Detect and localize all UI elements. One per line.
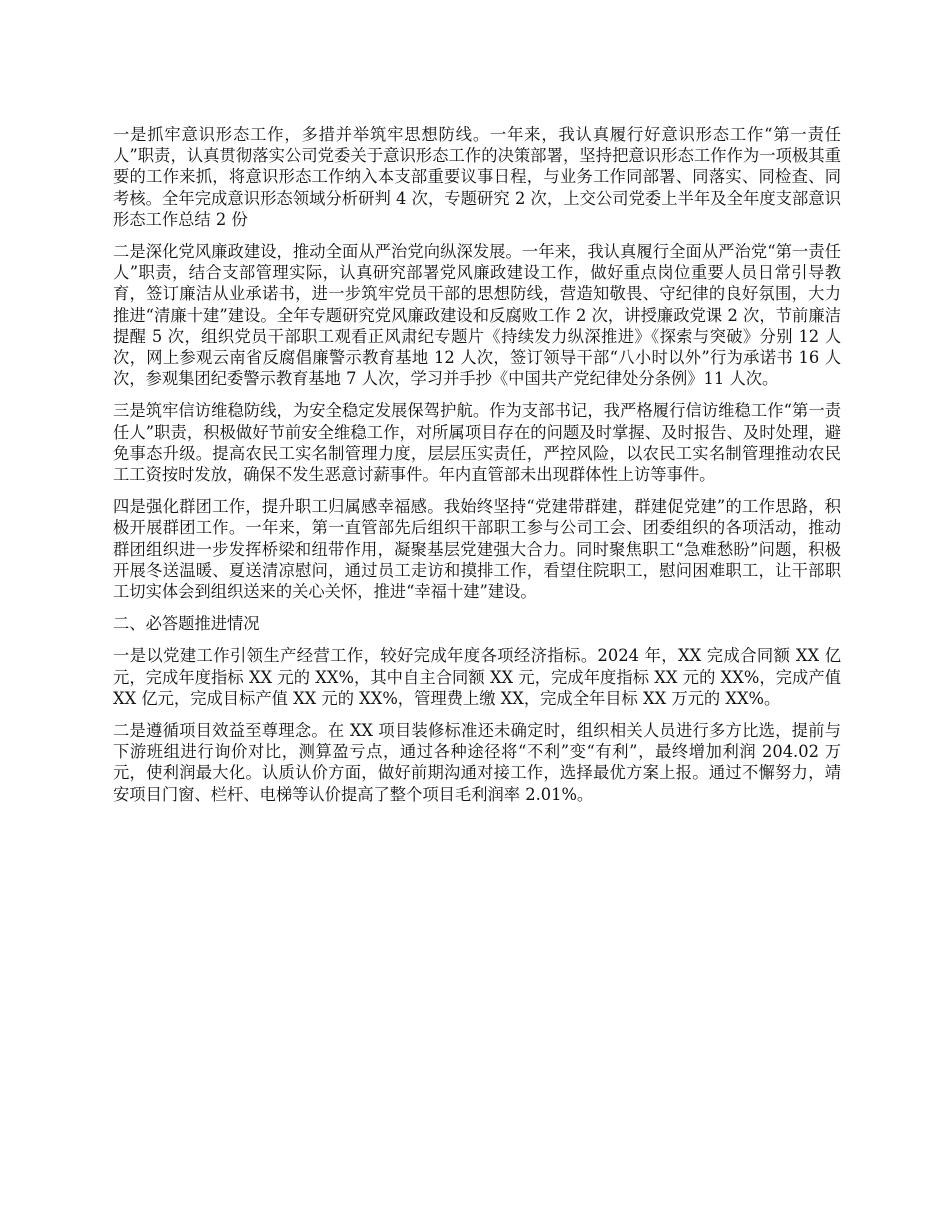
paragraph-stability: 三是筑牢信访维稳防线，为安全稳定发展保驾护航。作为支部书记，我严格履行信访维稳工作“第一责任人”职责，积极做好节前安全维稳工作，对所属项目存在的问题及时掌握、及时报告、及时处理，避免事态升级。提高农民工实名制管理力度，层层压实责任，严控风险，以农民工实名制管理推动农民工工资按时发放，确保不发生恶意讨薪事件。年内直管部未出现群体性上访等事件。: [113, 401, 841, 485]
document-body: [113, 124, 841, 816]
paragraph-mass-work: 四是强化群团工作，提升职工归属感幸福感。我始终坚持“党建带群建，群建促党建”的工作思路，积极开展群团工作。一年来，第一直管部先后组织干部职工参与公司工会、团委组织的各项活动，推动群团组织进一步发挥桥梁和纽带作用，凝聚基层党建强大合力。同时聚焦职工“急难愁盼”问题，积极开展冬送温暖、夏送清凉慰问，通过员工走访和摸排工作，看望住院职工，慰问困难职工，让干部职工切实体会到组织送来的关心关怀，推进“幸福十建”建设。: [113, 497, 841, 602]
paragraph-ideology: 一是抓牢意识形态工作，多措并举筑牢思想防线。一年来，我认真履行好意识形态工作“第一责任人”职责，认真贯彻落实公司党委关于意识形态工作的决策部署，坚持把意识形态工作作为一项极其重要的工作来抓，将意识形态工作纳入本支部重要议事日程，与业务工作同部署、同落实、同检查、同考核。全年完成意识形态领域分析研判 4 次，专题研究 2 次，上交公司党委上半年及全年度支部意识形态工作总结 2 份: [113, 125, 841, 229]
section-heading: 二、必答题推进情况: [113, 614, 260, 634]
paragraph-project-benefit: 二是遵循项目效益至尊理念。在 XX 项目装修标准还未确定时，组织相关人员进行多方比选，提前与下游班组进行询价对比，测算盈亏点，通过各种途径将“不利”变“有利”，最终增加利润 204.02 万元，使利润最大化。认质认价方面，做好前期沟通对接工作，选择最优方案上报。通过不懈努力，靖安项目门窗、栏杆、电梯等认价提高了整个项目毛利润率 2.01%。: [113, 721, 841, 804]
paragraph-integrity: 二是深化党风廉政建设，推动全面从严治党向纵深发展。一年来，我认真履行全面从严治党“第一责任人”职责，结合支部管理实际，认真研究部署党风廉政建设工作，做好重点岗位重要人员日常引导教育，签订廉洁从业承诺书，进一步筑牢党员干部的思想防线，营造知敬畏、守纪律的良好氛围，大力推进“清廉十建”建设。全年专题研究党风廉政建设和反腐败工作 2 次，讲授廉政党课 2 次，节前廉洁提醒 5 次，组织党员干部职工观看正风肃纪专题片《持续发力纵深推进》《探索与突破》分别 12 人次，网上参观云南省反腐倡廉警示教育基地 12 人次，签订领导干部“八小时以外”行为承诺书 16 人次，参观集团纪委警示教育基地 7 人次，学习并手抄《中国共产党纪律处分条例》11 人次。: [113, 242, 841, 389]
paragraph-economic-indicators: 一是以党建工作引领生产经营工作，较好完成年度各项经济指标。2024 年，XX 完成合同额 XX 亿元，完成年度指标 XX 元的 XX%，其中自主合同额 XX 元，完成年度指标 XX 元的 XX%，完成产值 XX 亿元，完成目标产值 XX 元的 XX%，管理费上缴 XX，完成全年目标 XX 万元的 XX%。: [113, 646, 841, 708]
